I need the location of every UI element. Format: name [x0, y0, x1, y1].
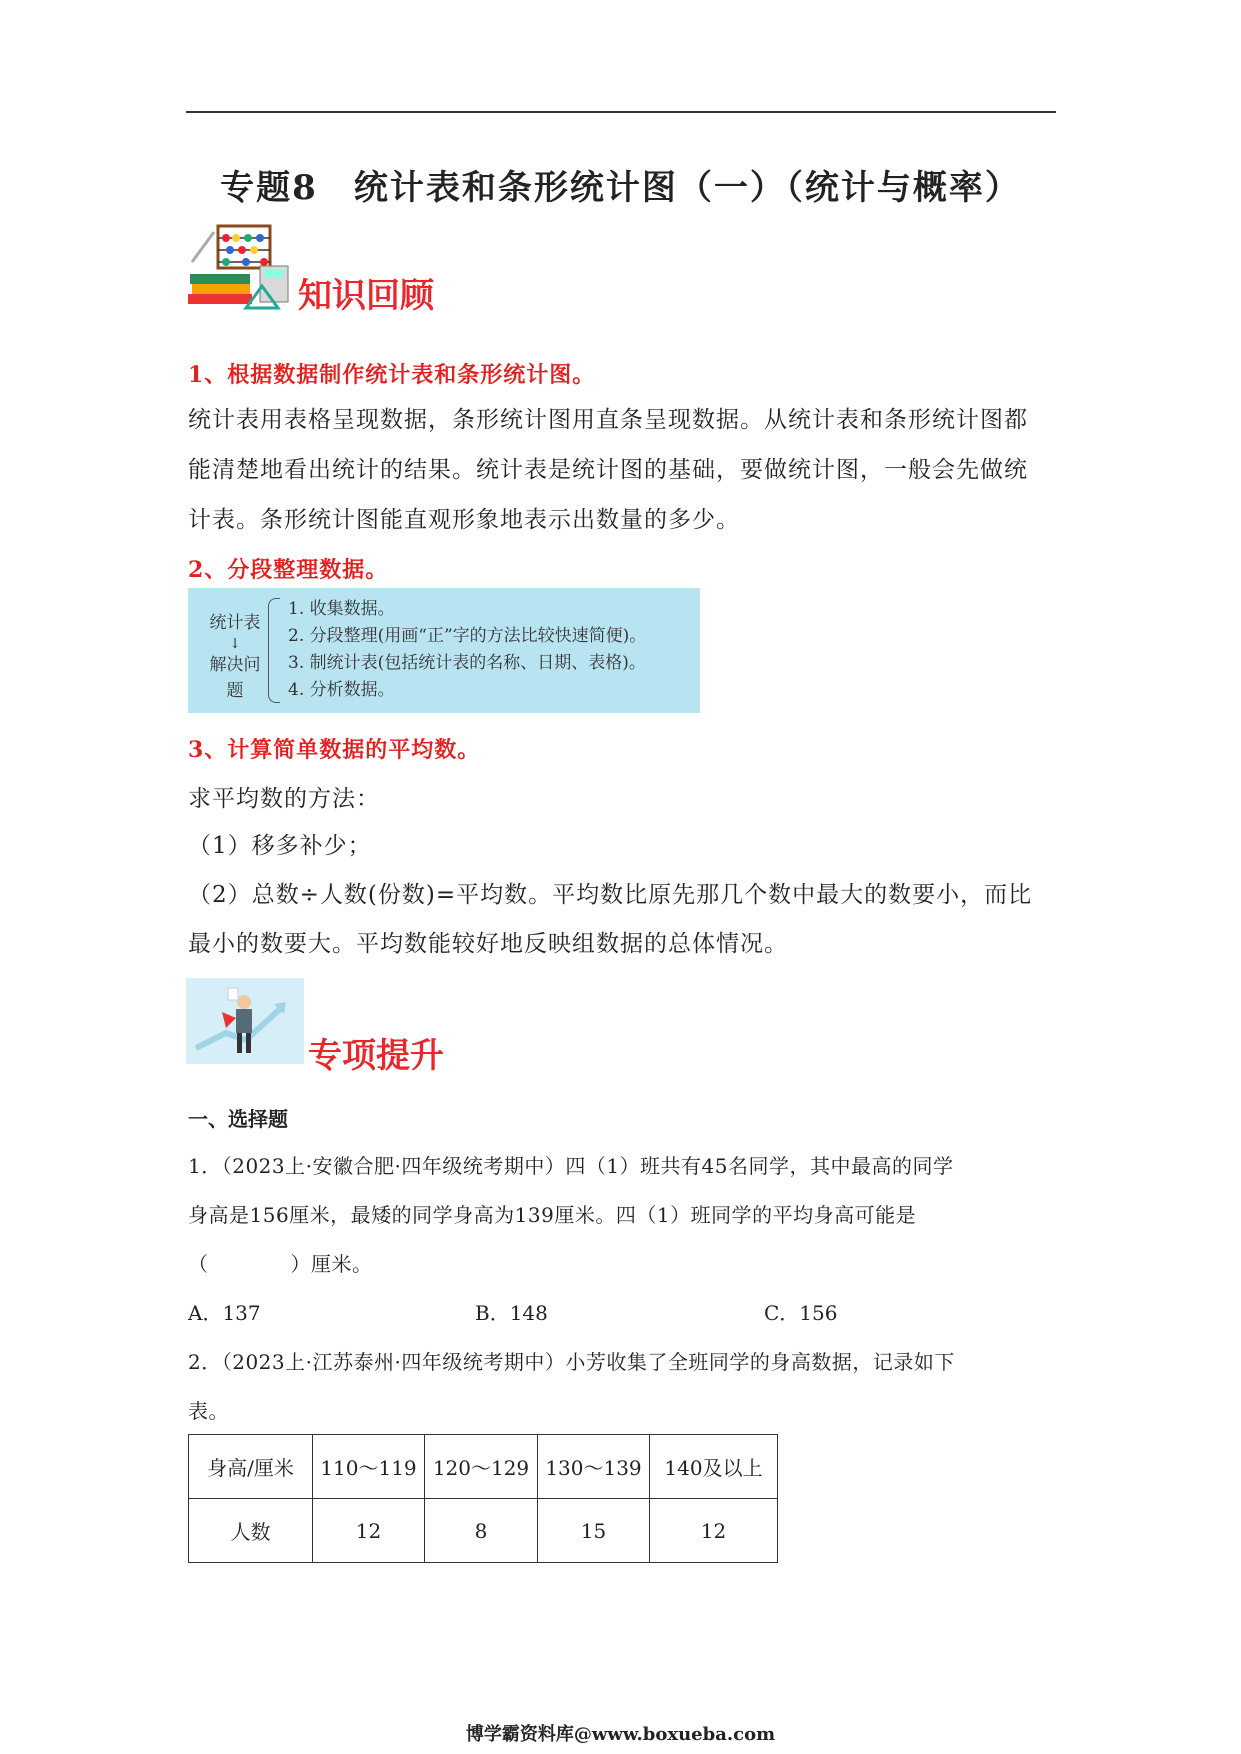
table-header-cell: 110～119	[313, 1435, 425, 1499]
paragraph-line: 统计表用表格呈现数据，条形统计图用直条呈现数据。从统计表和条形统计图都	[188, 407, 1028, 433]
table-cell: 人数	[189, 1499, 313, 1563]
flow-top-label: 统计表	[209, 613, 261, 633]
knowledge-banner	[186, 222, 434, 316]
option-c: C．156	[764, 1301, 838, 1325]
paragraph-line: 能清楚地看出统计的结果。统计表是统计图的基础，要做统计图，一般会先做统	[188, 457, 1028, 483]
flow-step: 2. 分段整理(用画“正”字的方法比较快速简便)。	[288, 626, 647, 646]
height-table	[188, 1434, 778, 1563]
flow-left-column	[204, 610, 266, 704]
knowledge-banner-label: 知识回顾	[298, 276, 434, 316]
table-row	[189, 1435, 778, 1499]
section-choice-heading: 一、选择题	[188, 1107, 288, 1131]
average-method-1: （1）移多补少；	[188, 833, 372, 859]
flow-step: 3. 制统计表(包括统计表的名称、日期、表格)。	[288, 653, 646, 673]
question-1-line-2: 身高是156厘米，最矮的同学身高为139厘米。四（1）班同学的平均身高可能是	[188, 1203, 917, 1227]
practice-banner-label: 专项提升	[308, 1036, 444, 1076]
average-method-2: （2）总数÷人数(份数)=平均数。平均数比原先那几个数中最大的数要小，而比	[188, 882, 1033, 908]
knowledge-heading-3: 3、计算简单数据的平均数。	[188, 737, 481, 763]
data-process-diagram	[188, 588, 700, 713]
brace-icon	[268, 598, 280, 703]
table-header-cell: 120～129	[425, 1435, 538, 1499]
table-row	[189, 1499, 778, 1563]
average-intro: 求平均数的方法：	[188, 786, 380, 812]
table-header-cell: 140及以上	[650, 1435, 778, 1499]
flow-step: 1. 收集数据。	[288, 599, 395, 619]
question-1-line-1: 1．（2023上·安徽合肥·四年级统考期中）四（1）班共有45名同学，其中最高的同学	[188, 1154, 954, 1178]
question-2-line-1: 2．（2023上·江苏泰州·四年级统考期中）小芳收集了全班同学的身高数据，记录如下	[188, 1350, 955, 1374]
down-arrow-icon: ↓	[229, 636, 241, 652]
flow-steps	[288, 596, 646, 704]
knowledge-heading-2: 2、分段整理数据。	[188, 557, 389, 583]
table-cell: 12	[650, 1499, 778, 1563]
table-header-cell: 身高/厘米	[189, 1435, 313, 1499]
knowledge-paragraph-1	[188, 395, 1058, 545]
knowledge-heading-1: 1、根据数据制作统计表和条形统计图。	[188, 362, 596, 388]
practice-banner	[186, 978, 444, 1076]
table-cell: 15	[538, 1499, 650, 1563]
page-footer: 博学霸资料库@www.boxueba.com	[465, 1724, 776, 1745]
paragraph-line: 计表。条形统计图能直观形象地表示出数量的多少。	[188, 507, 740, 533]
question-1-line-3: （ ）厘米。	[188, 1252, 373, 1276]
average-method-2-cont: 最小的数要大。平均数能较好地反映组数据的总体情况。	[188, 931, 788, 957]
table-header-cell: 130～139	[538, 1435, 650, 1499]
page-title: 专题8 统计表和条形统计图（一）（统计与概率）	[220, 168, 1021, 208]
option-a: A．137	[188, 1301, 261, 1325]
table-cell: 8	[425, 1499, 538, 1563]
option-b: B．148	[475, 1301, 548, 1325]
person-chart-icon	[186, 978, 304, 1064]
question-2-line-2: 表。	[188, 1399, 229, 1423]
header-rule	[186, 111, 1056, 113]
flow-bottom-label: 解决问题	[209, 655, 261, 701]
table-cell: 12	[313, 1499, 425, 1563]
abacus-books-icon	[186, 222, 296, 312]
flow-step: 4. 分析数据。	[288, 680, 395, 700]
